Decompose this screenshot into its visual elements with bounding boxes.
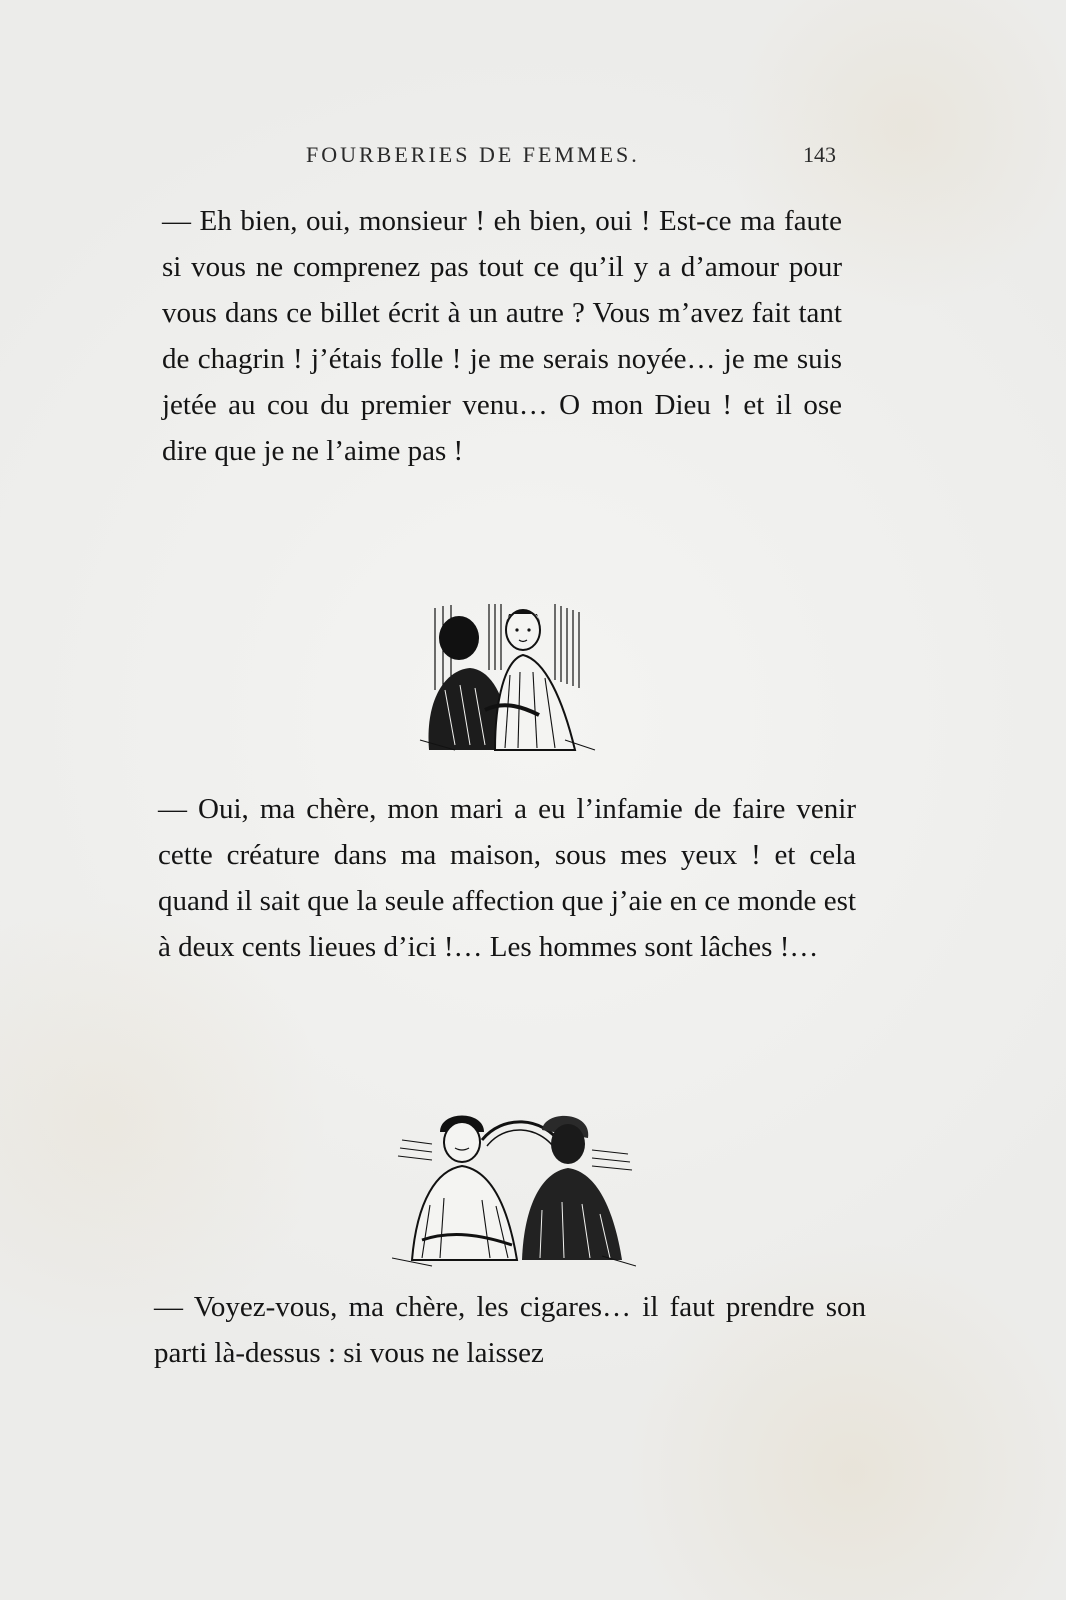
engraving-two-women-conversing-icon (392, 1110, 636, 1268)
paragraph-1: — Eh bien, oui, monsieur ! eh bien, oui ! Est-ce ma faute si vous ne comprenez pas tout ce qu’il y a d’amour pour vous dans ce billet écrit à un autre ? Vous m’avez fait tant de chagrin ! j’étais folle ! je me serais noyée… je me suis jetée au cou du premier venu… O mon Dieu ! et il ose dire que je ne l’aime pas ! (162, 205, 842, 467)
page-header (150, 142, 850, 172)
paragraph-2: — Oui, ma chère, mon mari a eu l’infamie de faire venir cette créature dans ma maison, sous mes yeux ! et cela quand il sait que la seule affection que j’aie en ce monde est à deux cents lieues d’ici !… Les hommes sont lâches !… (158, 793, 856, 963)
paragraph-3: — Voyez-vous, ma chère, les cigares… il faut prendre son parti là-dessus : si vous ne laissez (154, 1291, 866, 1369)
engraving-two-women-seated-icon (415, 600, 599, 752)
running-title: FOURBERIES DE FEMMES. (306, 142, 640, 167)
page-number: 143 (803, 142, 836, 167)
